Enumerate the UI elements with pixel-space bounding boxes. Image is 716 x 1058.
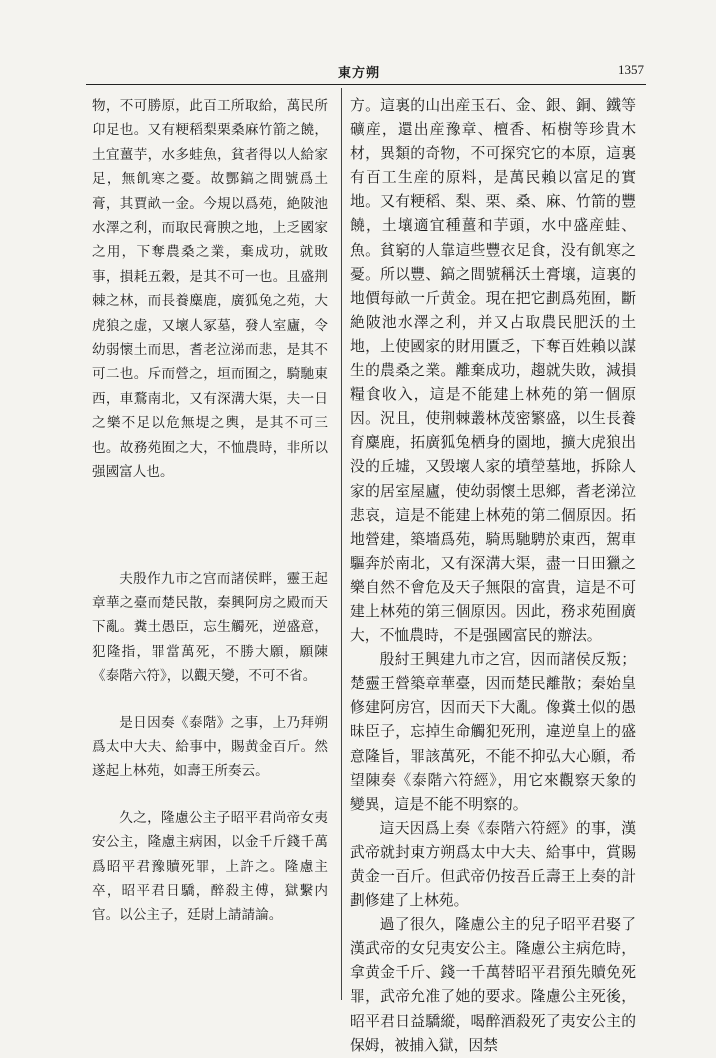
translation-paragraph: 這天因爲上奏《泰階六符經》的事，漢武帝就封東方朔爲太中大夫、給事中，賞賜黄金一百斤。但武帝仍按吾丘壽王上奏的計劃修建了上林苑。 [350,819,636,910]
column-divider [341,88,342,1000]
translation-paragraph: 方。這裏的山出産玉石、金、銀、銅、鐵等礦産，還出産豫章、檀香、柘樹等珍貴木材，異類的奇物，不可探究它的本原，這裏有百工生産的原料，是萬民賴以富足的實地。又有粳稻、梨、栗、桑、麻、竹箭的豐饒，土壤適宜種薑和芋頭，水中盛産蛙、魚。貧窮的人靠這些豐衣足食，没有飢寒之憂。所以豐、鎬之間號稱沃土膏壤，這裏的地價每畝一斤黄金。現在把它劃爲苑囿，斷絶陂池水澤之利，并又占取農民肥沃的土地，上使國家的財用匱乏，下奪百姓賴以謀生的農桑之業。離棄成功，趨就失敗，減損糧食收入，這是不能建上林苑的第一個原因。況且，使荆棘叢林茂密繁盛，以生長養育麋鹿，拓廣狐兔栖身的園地，擴大虎狼出没的丘墟，又毁壞人家的墳塋墓地，拆除人家的居室屋廬，使幼弱懷土思鄉，耆老涕泣悲哀，這是不能建上林苑的第二個原因。拓地營建，築墻爲苑，騎馬馳騁於東西，駕車驅奔於南北，又有深溝大渠，盡一日田獵之樂自然不會危及天子無限的富貴，這是不可建上林苑的第三個原因。因此，務求苑囿廣大，不恤農時，不是强國富民的辦法。 [350,97,636,645]
header-rule [86,84,646,85]
classical-paragraph: 物，不可勝原，此百工所取給，萬民所卬足也。又有粳稻梨栗桑麻竹箭之饒，土宜薑芋，水多蛙魚，貧者得以人給家足，無飢寒之憂。故酆鎬之間號爲土膏，其賈畝一金。今規以爲苑，絶陂池水澤之利，而取民膏腴之地，上乏國家之用，下奪農桑之業，棄成功，就敗事，損耗五穀，是其不可一也。且盛荆棘之林，而長養麋鹿，廣狐兔之苑，大虎狼之虚，又壞人冢墓，發人室廬，令幼弱懷土而思，耆老泣涕而悲，是其不可二也。斥而營之，垣而囿之，騎馳東西，車鶩南北，又有深溝大渠，夫一日之樂不足以危無堤之輿，是其不可三也。故務苑囿之大，不恤農時，非所以强國富人也。 [92,98,328,481]
page-number: 1357 [618,62,644,77]
translation-paragraph: 過了很久，隆慮公主的兒子昭平君娶了漢武帝的女兒夷安公主。隆慮公主病危時，拿黄金千斤、錢一千萬替昭平君預先贖免死罪，武帝允准了她的要求。隆慮公主死後，昭平君日益驕縱，喝醉酒殺死了夷安公主的保姆，被捕入獄，因禁 [350,916,636,1054]
classical-paragraph: 夫殷作九市之宫而諸侯畔，靈王起章華之臺而楚民散，秦興阿房之殿而天下亂。糞土愚臣，忘生觸死，逆盛意，犯隆指，罪當萬死，不勝大願，願陳《泰階六符》，以觀天變，不可不省。 [92,570,328,685]
translation-column [350,94,636,1058]
classical-paragraph: 是日因奏《泰階》之事，上乃拜朔爲太中大夫、給事中，賜黄金百斤。然遂起上林苑，如壽王所奏云。 [92,714,328,780]
running-header-title: 東方朔 [338,66,381,81]
classical-text-column [92,94,328,928]
translation-paragraph: 殷紂王興建九市之宫，因而諸侯反叛；楚靈王營築章華臺，因而楚民離散；秦始皇修建阿房宫，因而天下大亂。像糞土似的愚昧臣子，忘掉生命觸犯死刑，違逆皇上的盛意隆旨，罪該萬死，不能不抑弘大心願，希望陳奏《泰階六符經》，用它來觀察天象的變異，這是不能不明察的。 [350,651,636,813]
classical-paragraph: 久之，隆慮公主子昭平君尚帝女夷安公主，隆慮主病困，以金千斤錢千萬爲昭平君豫贖死罪，上許之。隆慮主卒，昭平君日驕，醉殺主傅，獄繫内官。以公主子，廷尉上請請論。 [92,809,328,924]
